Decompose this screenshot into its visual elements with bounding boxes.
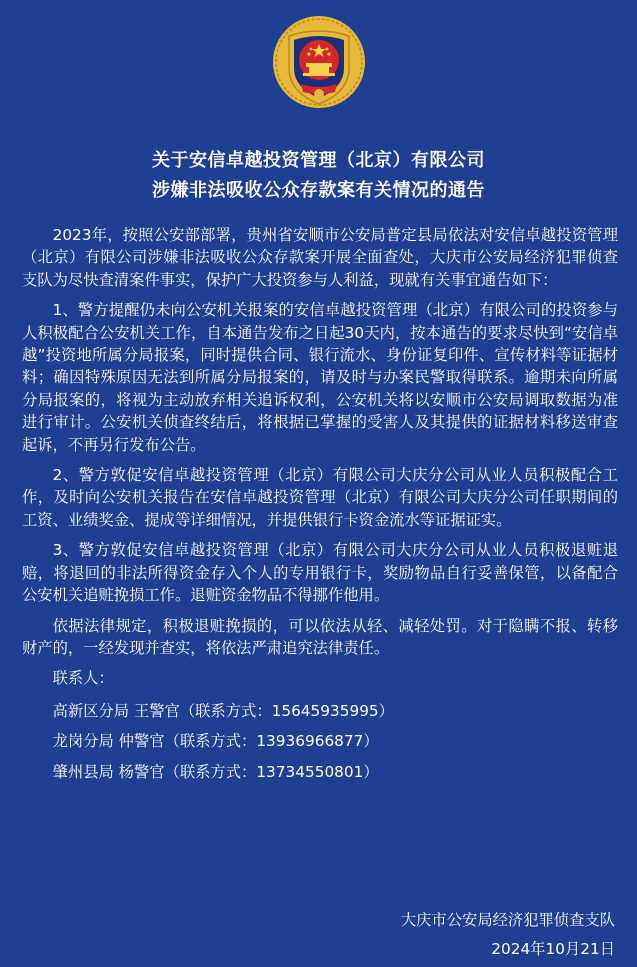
legal-paragraph: 依据法律规定，积极退赃挽损的，可以依法从轻、减轻处罚。对于隐瞒不报、转移财产的，一经发现并查实，将依法严肃追究法律责任。 [22,616,618,657]
emblem-container [0,8,637,120]
notice-title-line-2: 涉嫌非法吸收公众存款案有关情况的通告 [152,180,485,201]
contact-gaoxin: 高新区分局 王警官（联系方式：15645935995） [52,701,394,720]
item-3-paragraph: 3、警方敦促安信卓越投资管理（北京）有限公司大庆分公司从业人员积极退赃退赔，将退回的非法所得资金存入个人的专用银行卡，奖励物品自行妥善保管，以备配合公安机关追赃挽损工作。退赃资金物品不得挪作他用。 [22,541,618,605]
police-emblem-icon [265,8,373,120]
item-1-paragraph: 1、警方提醒仍未向公安机关报案的安信卓越投资管理（北京）有限公司的投资参与人积极配合公安机关工作，自本通告发布之日起30天内，按本通告的要求尽快到“安信卓越”投资地所属分局报案，同时提供合同、银行流水、身份证复印件、宣传材料等证据材料；确因特殊原因无法到所属分局报案的，请及时与办案民警取得联系。逾期未向所属分局报案的，将视为主动放弃相关追诉权利，公安机关将以安顺市公安局调取数据为准进行审计。公安机关侦查终结后，将根据已掌握的受害人及其提供的证据材料移送审查起诉，不再另行发布公告。 [22,301,618,454]
contact-longgang: 龙岗分局 仲警官（联系方式：13936966877） [52,732,379,751]
notice-title-line-1: 关于安信卓越投资管理（北京）有限公司 [152,150,485,171]
notice-body [22,224,618,791]
intro-paragraph: 2023年，按照公安部部署，贵州省安顺市公安局普定县局依法对安信卓越投资管理（北京）有限公司涉嫌非法吸收公众存款案开展全面查处，大庆市公安局经济犯罪侦查支队为尽快查清案件事实，保护广大投资参与人利益，现就有关事宜通告如下： [22,226,618,289]
contact-zhaozhou: 肇州县局 杨警官（联系方式：13734550801） [52,762,379,781]
item-2-paragraph: 2、警方敦促安信卓越投资管理（北京）有限公司大庆分公司从业人员积极配合工作，及时向公安机关报告在安信卓越投资管理（北京）有限公司大庆分公司任职期间的工资、业绩奖金、提成等详细情况，并提供银行卡资金流水等证据证实。 [22,466,618,529]
signature-date: 2024年10月21日 [491,940,615,958]
contact-label: 联系人： [52,669,114,688]
signature-organization: 大庆市公安局经济犯罪侦查支队 [400,911,615,929]
